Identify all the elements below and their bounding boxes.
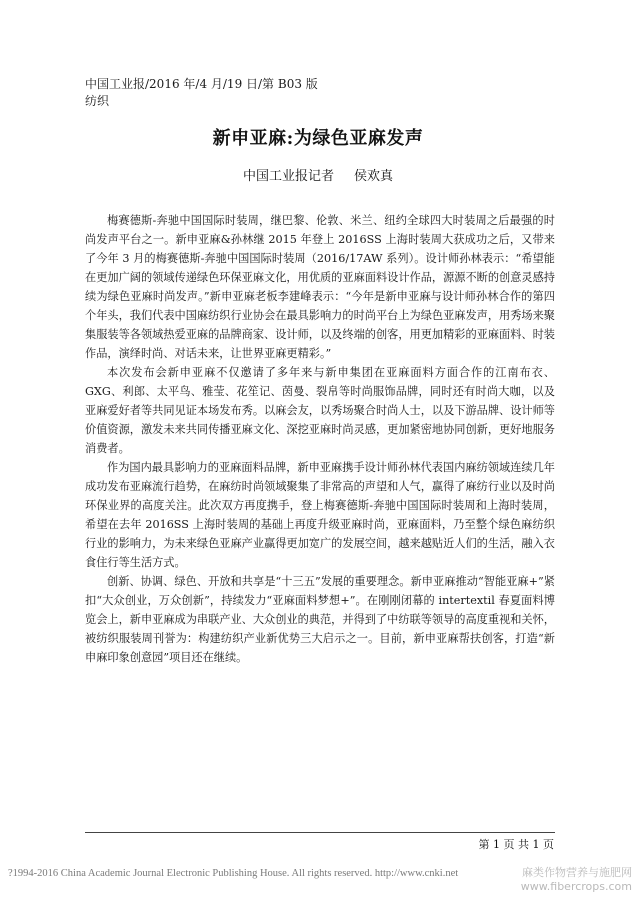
copyright-notice: ?1994-2016 China Academic Journal Electronic Publishing House. All rights reserved. http://www.cnki.net [8,868,459,879]
section-label: 纺织 [85,94,110,108]
watermark-name: 麻类作物营养与施肥网 [522,866,632,879]
byline-author: 侯欢真 [354,169,394,184]
watermark-url: www.fibercrops.com [520,880,632,893]
byline-org: 中国工业报记者 [242,169,334,184]
source-line: 中国工业报/2016 年/4 月/19 日/第 B03 版 [85,77,318,91]
paragraph: 梅赛德斯-奔驰中国国际时装周，继巴黎、伦敦、米兰、纽约全球四大时装周之后最强的时尚发声平台之一。新申亚麻&孙林继 2015 年登上 2016SS 上海时装周大获成功之后，又带来了今年 3 月的梅赛德斯-奔驰中国国际时装周（2016/17AW 系列）。设计师孙林表示：“希望能在更加广阔的领域传递绿色环保亚麻文化，用优质的亚麻面料设计作品，源源不断的创意灵感持续为绿色亚麻时尚发声。”新申亚麻老板李建峰表示：“今年是新申亚麻与设计师孙林合作的第四个年头，我们代表中国麻纺织行业协会在最具影响力的时尚平台上为绿色亚麻发声，用秀场来聚集服装等各领域热爱亚麻的品牌商家、设计师，以及终端的创客，用更加精彩的亚麻面料、时装作品，演绎时尚、对话未来，让世界亚麻更精彩。” [85,214,555,360]
paragraph: 作为国内最具影响力的亚麻面料品牌，新申亚麻携手设计师孙林代表国内麻纺领域连续几年成功发布亚麻流行趋势，在麻纺时尚领域聚集了非常高的声望和人气，赢得了麻纺行业以及时尚环保业界的高度关注。此次双方再度携手，登上梅赛德斯-奔驰中国国际时装周和上海时装周，希望在去年 2016SS 上海时装周的基础上再度升级亚麻时尚，亚麻面料，乃至整个绿色麻纺织行业的影响力，为未来绿色亚麻产业赢得更加宽广的发展空间，越来越贴近人们的生活，融入衣食住行等生活方式。 [85,461,555,569]
article-title: 新申亚麻:为绿色亚麻发声 [212,128,424,149]
document-header [85,76,318,110]
footer-divider [85,832,555,833]
paragraph: 创新、协调、绿色、开放和共享是“十三五”发展的重要理念。新申亚麻推动“智能亚麻+”紧扣“大众创业，万众创新”，持续发力“亚麻面料梦想+”。在刚刚闭幕的 intertextil 春夏面料博览会上，新申亚麻成为串联产业、大众创业的典范，并得到了中纺联等领导的高度重视和关怀，被纺织服装周刊誉为：构建纺织产业新优势三大启示之一。目前，新申亚麻帮扶创客，打造“新申麻印象创意园”项目还在继续。 [85,575,555,664]
page-number: 第 1 页 共 1 页 [478,838,554,851]
article-body [85,211,555,667]
paragraph: 本次发布会新申亚麻不仅邀请了多年来与新申集团在亚麻面料方面合作的江南布衣、GXG、利郎、太平鸟、雅莹、花笙记、茵曼、裂帛等时尚服饰品牌，同时还有时尚大咖，以及亚麻爱好者等共同见证本场发布秀。以麻会友，以秀场聚合时尚人士，以及下游品牌、设计师等价值资源，激发未来共同传播亚麻文化、深挖亚麻时尚灵感，更加紧密地协同创新，更好地服务消费者。 [85,366,555,455]
site-watermark [521,866,632,894]
byline [0,165,636,184]
